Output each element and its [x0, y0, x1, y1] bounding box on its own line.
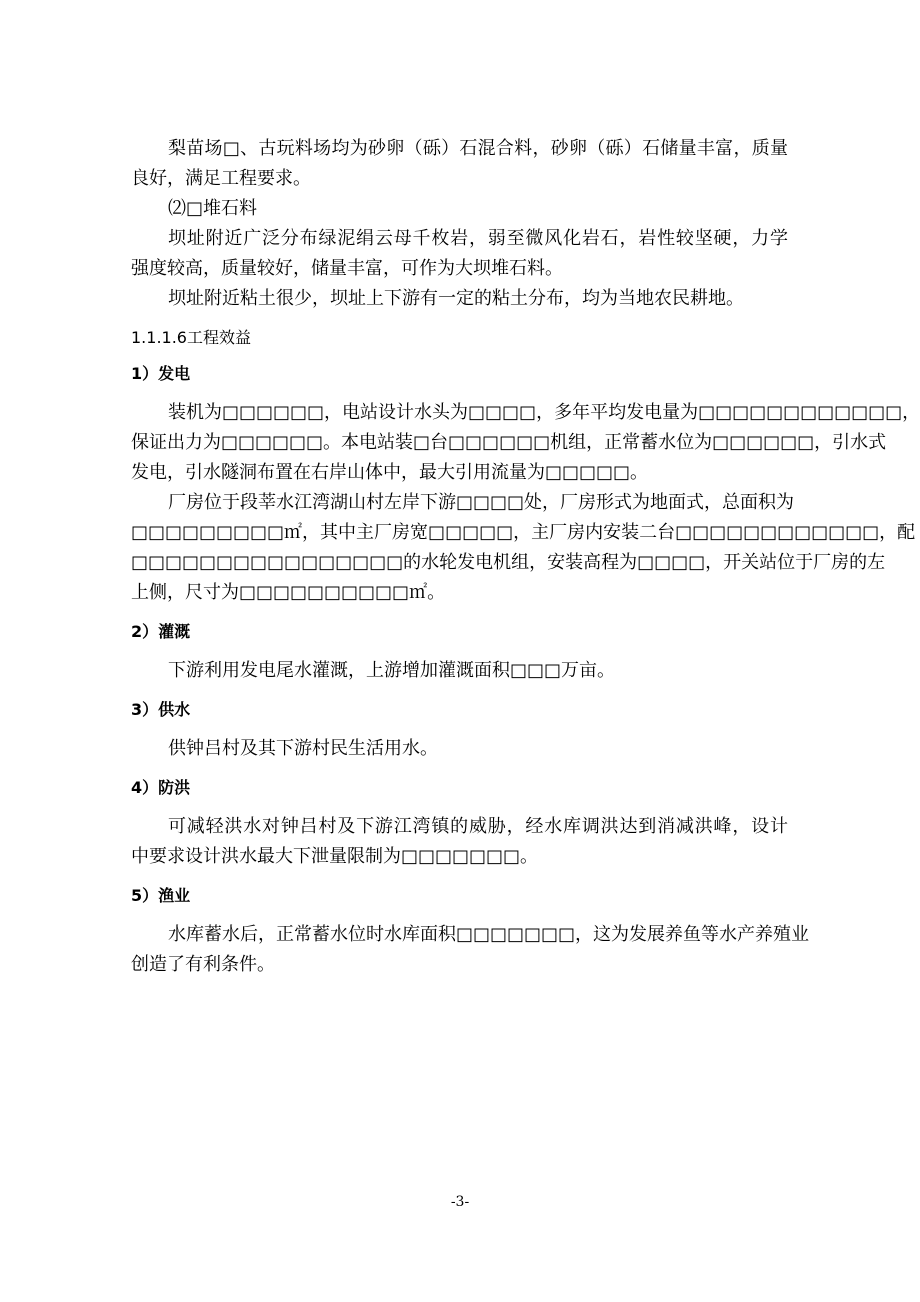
item-title-power: 1）发电 [131, 364, 191, 383]
paragraph-line: 梨苗场□、古玩料场均为砂卵（砾）石混合料，砂卵（砾）石储量丰富，质量 [168, 138, 788, 159]
paragraph-line: 保证出力为□□□□□□。本电站装□台□□□□□□机组，正常蓄水位为□□□□□□，引水式 [131, 432, 887, 453]
paragraph-line: 装机为□□□□□□，电站设计水头为□□□□，多年平均发电量为□□□□□□□□□□□□， [168, 402, 920, 423]
paragraph-line: 水库蓄水后，正常蓄水位时水库面积□□□□□□□，这为发展养鱼等水产养殖业 [168, 924, 810, 945]
paragraph-line: 厂房位于段莘水江湾湖山村左岸下游□□□□处，厂房形式为地面式，总面积为 [168, 492, 795, 513]
paragraph-line: 良好，满足工程要求。 [131, 168, 311, 189]
paragraph-line: 强度较高，质量较好，储量丰富，可作为大坝堆石料。 [131, 258, 563, 279]
paragraph-line: 可减轻洪水对钟吕村及下游江湾镇的威胁，经水库调洪达到消减洪峰，设计 [168, 816, 788, 837]
paragraph-line: 发电，引水隧洞布置在右岸山体中，最大引用流量为□□□□□。 [131, 462, 649, 483]
paragraph-line: 坝址附近粘土很少，坝址上下游有一定的粘土分布，均为当地农民耕地。 [168, 288, 744, 309]
paragraph-line: 坝址附近广泛分布绿泥绢云母千枚岩，弱至微风化岩石，岩性较坚硬，力学 [168, 228, 788, 249]
paragraph-line: 中要求设计洪水最大下泄量限制为□□□□□□□。 [131, 846, 539, 867]
item-title-irrigation: 2）灌溉 [131, 622, 191, 641]
subheading: ⑵□堆石料 [168, 198, 258, 219]
paragraph-line: □□□□□□□□□㎡，其中主厂房宽□□□□□，主厂房内安装二台□□□□□□□□□□□□，配 [131, 522, 916, 543]
paragraph-line: 上侧，尺寸为□□□□□□□□□□㎡。 [131, 582, 446, 603]
paragraph-line: 创造了有利条件。 [131, 954, 275, 975]
paragraph-line: □□□□□□□□□□□□□□□□的水轮发电机组，安装高程为□□□□，开关站位于厂房的左 [131, 552, 886, 573]
item-title-flood: 4）防洪 [131, 778, 191, 797]
item-title-fishery: 5）渔业 [131, 886, 191, 905]
item-title-supply: 3）供水 [131, 700, 191, 719]
paragraph-line: 供钟吕村及其下游村民生活用水。 [168, 738, 438, 759]
section-heading: 1.1.1.6工程效益 [131, 328, 251, 347]
paragraph-line: 下游利用发电尾水灌溉，上游增加灌溉面积□□□万亩。 [168, 660, 616, 681]
page-number: -3- [450, 1194, 470, 1210]
